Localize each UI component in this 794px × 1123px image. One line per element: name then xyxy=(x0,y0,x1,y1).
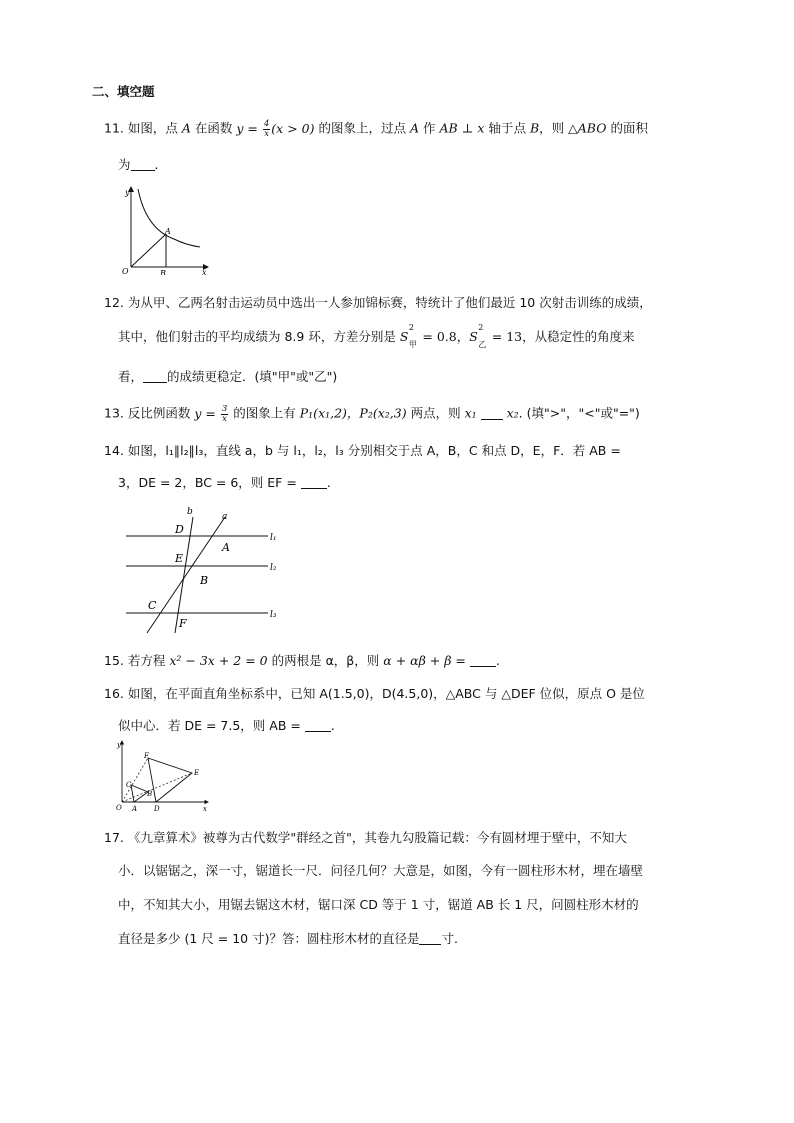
svg-text:E: E xyxy=(175,552,184,565)
svg-text:B: B xyxy=(160,269,166,275)
figure-11-graph xyxy=(116,183,212,275)
svg-text:D: D xyxy=(175,523,184,536)
function-formula: y = $\frac{4}{x}$ (x > 0) xyxy=(236,119,315,139)
line-a xyxy=(147,517,225,633)
question-15: 15. 若方程 x² − 3x + 2 = 0 的两根是 α，β，则 α + αβ + β = . xyxy=(104,653,500,668)
svg-text:O: O xyxy=(116,804,122,812)
answer-blank xyxy=(305,719,331,732)
answer-blank xyxy=(143,370,167,383)
variance-jia: S 2 甲 xyxy=(399,323,417,349)
question-17-line-1: 17. 《九章算术》被尊为古代数学"群经之首"，其卷九勾股篇记载：今有圆材埋于壁中，不知大 xyxy=(104,830,627,845)
svg-text:l₃: l₃ xyxy=(270,610,277,620)
svg-text:y: y xyxy=(125,188,130,197)
answer-blank xyxy=(481,407,503,420)
question-12-line-2: 其中，他们射击的平均成绩为 8.9 环，方差分别是 S 2 甲 = 0.8，S 2 乙 = 13，从稳定性的角度来 xyxy=(118,323,635,349)
svg-text:B: B xyxy=(200,574,209,587)
segment-oa xyxy=(131,234,166,267)
svg-text:y: y xyxy=(117,741,121,749)
svg-text:D: D xyxy=(154,805,160,813)
function-formula: y = $\frac{3}{x}$ xyxy=(194,404,228,424)
svg-text:E: E xyxy=(194,769,200,777)
answer-blank xyxy=(301,476,327,489)
question-16-line-1: 16. 如图，在平面直角坐标系中，已知 A(1.5,0)，D(4.5,0)，△ABC 与 △DEF 位似，原点 O 是位 xyxy=(104,686,645,701)
svg-text:A: A xyxy=(132,805,138,813)
question-17-line-2: 小．以锯锯之，深一寸，锯道长一尺．问径几何？大意是，如图，今有一圆柱形木材，埋在墙壁 xyxy=(118,863,644,878)
svg-text:b: b xyxy=(187,507,193,517)
question-number: 11. xyxy=(104,120,124,136)
question-13: 13. 反比例函数 y = $\frac{3}{x}$ 的图象上有 P₁(x₁,2)，P₂(x₂,3) 两点，则 x₁ x₂. (填">"，"<"或"=") xyxy=(104,404,640,424)
svg-text:B: B xyxy=(147,790,153,798)
answer-blank xyxy=(419,932,441,945)
svg-text:l₁: l₁ xyxy=(270,533,277,543)
svg-text:A: A xyxy=(222,541,230,554)
svg-text:O: O xyxy=(122,267,129,275)
question-11-line-1: 11. 如图，点 A 在函数 y = $\frac{4}{x}$ (x > 0) 的图象上，过点 A 作 AB ⊥ x 轴于点 B，则 △ABO 的面积 xyxy=(104,119,648,139)
answer-blank xyxy=(131,158,155,171)
svg-text:x: x xyxy=(202,268,207,275)
question-16-line-2: 似中心．若 DE = 7.5，则 AB = . xyxy=(118,718,335,733)
answer-blank xyxy=(470,654,496,667)
question-14-line-1: 14. 如图，l₁∥l₂∥l₃，直线 a，b 与 l₁，l₂，l₃ 分别相交于点 A，B，C 和点 D，E，F．若 AB = xyxy=(104,443,621,458)
question-17-line-4: 直径是多少 (1 尺 = 10 寸)？答：圆柱形木材的直径是 寸. xyxy=(118,931,458,946)
svg-text:x: x xyxy=(203,805,207,813)
ray-oe xyxy=(122,773,192,802)
question-12-line-1: 12. 为从甲、乙两名射击运动员中选出一人参加锦标赛，特统计了他们最近 10 次射击训练的成绩， xyxy=(104,295,652,310)
svg-text:a: a xyxy=(222,512,228,522)
ray-of xyxy=(122,758,148,802)
svg-text:C: C xyxy=(126,781,132,789)
question-12-line-3: 看， 的成绩更稳定．(填"甲"或"乙") xyxy=(118,369,338,384)
svg-text:l₂: l₂ xyxy=(270,563,277,573)
question-14-line-2: 3，DE = 2，BC = 6，则 EF = . xyxy=(118,475,331,490)
question-11-line-2: 为 . xyxy=(118,157,159,172)
hyperbola-curve xyxy=(138,189,200,247)
figure-14-parallel-lines xyxy=(118,505,288,635)
svg-text:F: F xyxy=(144,752,149,760)
section-title: 二、填空题 xyxy=(92,84,155,99)
figure-16-homothety xyxy=(112,738,212,814)
question-17-line-3: 中，不知其大小，用锯去锯这木材，锯口深 CD 等于 1 寸，锯道 AB 长 1 尺，问圆柱形木材的 xyxy=(118,897,639,912)
svg-text:F: F xyxy=(179,617,187,630)
triangle-def xyxy=(148,758,192,802)
svg-text:A: A xyxy=(165,227,171,236)
svg-text:C: C xyxy=(148,599,157,612)
variance-yi: S 2 乙 xyxy=(469,323,487,349)
triangle-abc xyxy=(131,785,148,802)
